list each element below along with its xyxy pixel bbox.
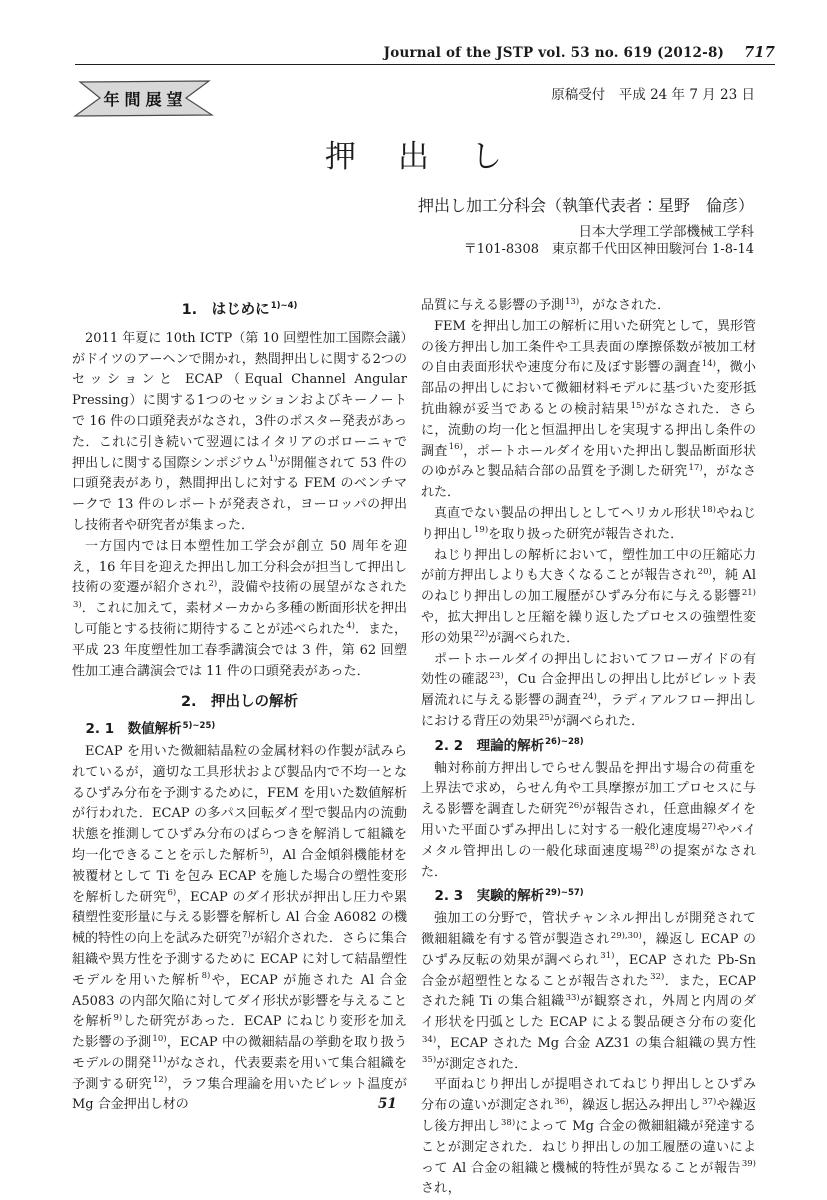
subsection-heading-2-2: 2. 2 理論的解析$^{26)\sim 28)}$ bbox=[434, 737, 584, 754]
article-title: 押出し bbox=[325, 139, 544, 175]
received-date: 原稿受付 平成 24 年 7 月 23 日 bbox=[551, 87, 755, 103]
paragraph: ねじり押出しの解析において，塑性加工中の圧縮応力が前方押出しよりも大きくなることが報告され$^{20)}$，純 Al のねじり押出しの加工履歴がひずみ分布に与える影響$^{21)}$や，拡大押出しと圧縮を繰り返したプロセスの強塑性変形の効果$^{22)}$が調べられた． bbox=[421, 547, 756, 646]
paragraph: 真直でない製品の押出しとしてヘリカル形状$^{18)}$やねじり押出し$^{19)}$を取り扱った研究が報告された． bbox=[421, 504, 756, 542]
banner-label: 年間展望 bbox=[103, 89, 188, 109]
author-group-line: 押出し加工分科会（執筆代表者：星野 倫彦） bbox=[417, 196, 754, 215]
paragraph: 強加工の分野で，管状チャンネル押出しが開発されて微細組織を有する管が製造され$^{29),30)}$，繰返し ECAP のひずみ反転の効果が調べられ$^{31)}$，ECAP された Pb-Sn 合金が超塑性となることが報告された$^{32)}$．また，ECAP された純 Ti の集合組織$^{33)}$が観察され，外周と内周のダイ形状を円弧とした ECAP による製品硬さ分布の変化$^{34)}$，ECAP された Mg 合金 AZ31 の集合組織の異方性$^{35)}$が測定された． bbox=[421, 911, 757, 1072]
annual-review-banner bbox=[72, 80, 214, 118]
subsection-heading-2-3: 2. 3 実験的解析$^{29)\sim 57)}$ bbox=[434, 887, 584, 905]
paragraph: ECAP を用いた微細結晶粒の金属材料の作製が試みられているが，適切な工具形状および製品内で不均一となるひずみ分布を予測するために，FEM を用いた数値解析が行われた．ECAP の多パス回転ダイ型で製品内の流動状態を推測してひずみ分布のばらつきを解消して組織を均一化できることを示した解析$^{5)}$，Al 合金傾斜機能材を被覆材として Ti を包み ECAP を施した場合の塑性変形を解析した研究$^{6)}$，ECAP のダイ形状が押出し圧力や累積塑性変形量に与える影響を解析し Al 合金 A6082 の機械的特性の向上を試みた研究$^{7)}$が紹介された．さらに集合組織や異方性を予測するために ECAP に対して結晶塑性モデルを用いた解析$^{8)}$や，ECAP が施された Al 合金 A5083 の内部欠陥に対してダイ形状が影響を与えることを解析$^{9)}$した研究があった．ECAP にねじり変形を加えた影響の予測$^{10)}$，ECAP 中の微細結晶の挙動を取り扱うモデルの開発$^{11)}$がなされ，代表要素を用いて集合組織を予測する研究$^{12)}$，ラフ集合理論を用いたビレット温度が Mg 合金押出し材の bbox=[72, 743, 407, 1113]
section-heading-1: 1. はじめに$^{1)\sim 4)}$ bbox=[181, 301, 298, 318]
article-body bbox=[72, 296, 756, 1200]
section-heading-2: 2. 押出しの解析 bbox=[180, 694, 299, 711]
paragraph: 2011 年夏に 10th ICTP（第 10 回塑性加工国際会議）がドイツのアーヘンで開かれ，熱間押出しに関する2つのセッションと ECAP（Equal Channel Angular Pressing）に関する1つのセッションおよびキーノートで 16 件の口頭発表がなされ，3件のポスター発表があった．これに引き続いて翌週にはイタリアのボローニャで押出しに関する国際シンポジウム$^{1)}$が開催されて 53 件の口頭発表があり，熱間押出しに対する FEM のベンチマークで 13 件のレポートが発表され，ヨーロッパの押出し技術者や研究者が集まった． bbox=[72, 330, 408, 533]
left-column bbox=[72, 296, 407, 1200]
affiliation-line: 日本大学理工学部機械工学科 bbox=[578, 224, 754, 240]
journal-header bbox=[384, 44, 775, 61]
paragraph: 品質に与える影響の予測$^{13)}$，がなされた． bbox=[421, 296, 671, 313]
paragraph: 一方国内では日本塑性加工学会が創立 50 周年を迎え，16 年目を迎えた押出し加工分科会が担当して押出し技術の変遷が紹介され$^{2)}$，設備や技術の展望がなされた$^{3)}$．これに加えて，素材メーカから多種の断面形状を押出し可能とする技術に期待することが述べられた$^{4)}$．また，平成 23 年度塑性加工春季講演会では 3 件，第 62 回塑性加工連合講演会では 11 件の口頭発表があった． bbox=[72, 538, 407, 679]
right-column bbox=[421, 296, 756, 1200]
paragraph: 軸対称前方押出しでらせん製品を押出す場合の荷重を上界法で求め，らせん角や工具摩擦が加工プロセスに与える影響を調査した研究$^{26)}$が報告され，任意曲線ダイを用いた平面ひずみ押出しに対する一般化速度場$^{27)}$やバイメタル管押出しの一般化球面速度場$^{28)}$の提案がなされた． bbox=[421, 760, 756, 880]
paragraph: FEM を押出し加工の解析に用いた研究として，異形管の後方押出し加工条件や工具表面の摩擦係数が被加工材の自由表面形状や速度分布に及ぼす影響の調査$^{14)}$，微小部品の押出しにおいて微細材料モデルに基づいた変形抵抗曲線が妥当であるとの検討結果$^{15)}$がなされた．さらに，流動の均一化と恒温押出しを実現する押出し条件の調査$^{16)}$，ポートホールダイを用いた押出し製品断面形状のゆがみと製品結合部の品質を予測した研究$^{17)}$，がなされた． bbox=[421, 318, 756, 501]
address-line: 〒101-8308 東京都千代田区神田駿河台 1-8-14 bbox=[463, 242, 754, 257]
paragraph: ポートホールダイの押出しにおいてフローガイドの有効性の確認$^{23)}$，Cu 合金押出しの押出し比がビレット表層流れに与える影響の調査$^{24)}$，ラディアルフロー押出しにおける背圧の効果$^{25)}$が調べられた． bbox=[421, 651, 756, 729]
header-rule bbox=[75, 64, 775, 65]
journal-citation: Journal of the JSTP vol. 53 no. 619 (2012-8) bbox=[383, 45, 725, 61]
paragraph: 平面ねじり押出しが提唱されてねじり押出しとひずみ分布の違いが測定され$^{36)}$，繰返し据込み押出し$^{37)}$や繰返し後方押出し$^{38)}$によって Mg 合金の微細組織が発達することが測定された．ねじり押出しの加工履歴の違いによって Al 合金の組織と機械的特性が異なることが報告$^{39)}$され， bbox=[421, 1077, 756, 1197]
bottom-page-number: 51 bbox=[378, 1096, 397, 1112]
top-page-number: 717 bbox=[744, 44, 775, 61]
subsection-heading-2-1: 2. 1 数値解析$^{5)\sim 25)}$ bbox=[85, 720, 216, 738]
author-block bbox=[418, 193, 754, 259]
